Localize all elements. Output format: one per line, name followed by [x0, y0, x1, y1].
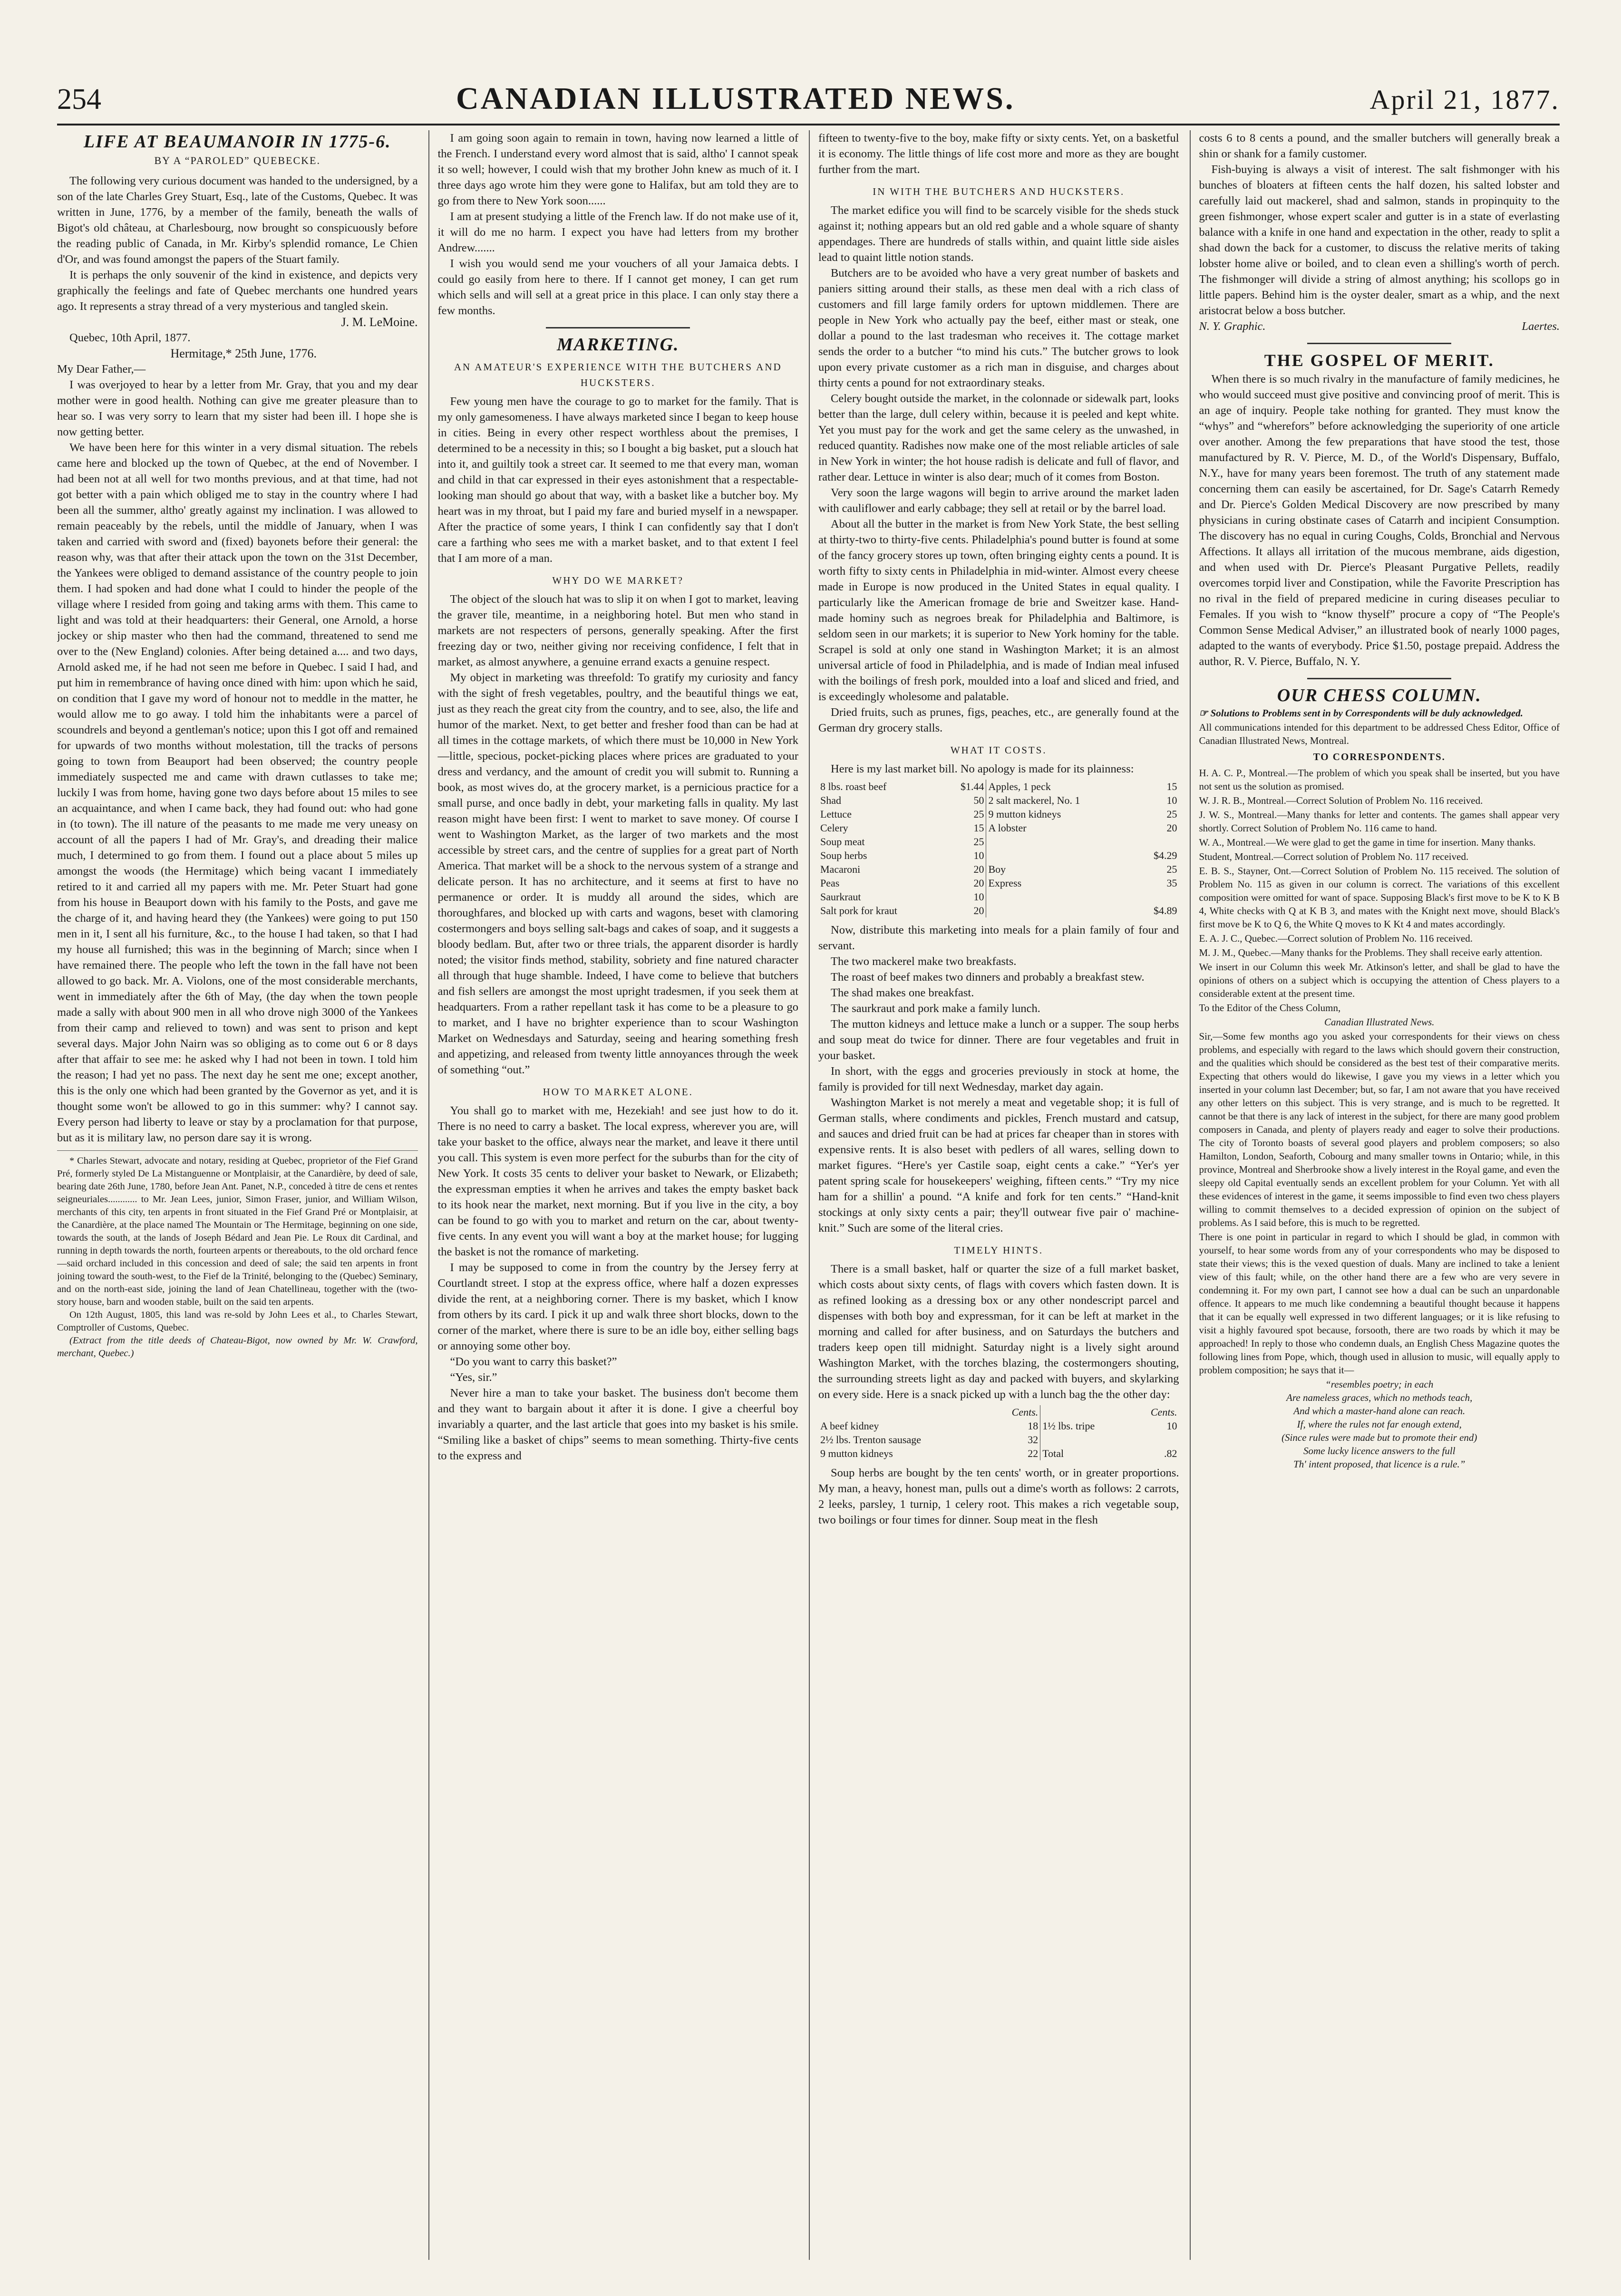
- bill-item: Total: [1040, 1447, 1137, 1460]
- bill-amount: $4.89: [1154, 905, 1177, 916]
- bill-amount: .82: [1164, 1447, 1177, 1459]
- bill-row: [818, 793, 1179, 807]
- paragraph: Dried fruits, such as prunes, figs, peaches, etc., are generally found at the German dry grocery stalls.: [818, 706, 1179, 734]
- paragraph: The roast of beef makes two dinners and probably a breakfast stew.: [831, 971, 1145, 984]
- poem-line: (Since rules were made but to promote their end): [1281, 1432, 1477, 1443]
- bill-row: [818, 904, 1179, 917]
- paragraph: The shad makes one breakfast.: [831, 986, 974, 999]
- letter-heading: Hermitage,* 25th June, 1776.: [170, 347, 317, 360]
- footnote: [57, 1150, 418, 1360]
- bill-item: Lettuce: [820, 808, 852, 820]
- paragraph: When there is so much rivalry in the manufacture of family medicines, he who would succeed must give positive and convincing proof of merit. This is an age of inquiry. People take nothing for granted. They must know the “whys” and “wherefors” before acknowledging the superiority of one article over another. Among the few preparations that have stood the test, those manufactured by R. V. Pierce, M. D., of the World's Dispensary, Buffalo, N.Y., have for many years been foremost. The truth of any statement made concerning them can easily be ascertained, for Dr. Sage's Catarrh Remedy and Dr. Pierce's Golden Medical Discovery are now prescribed by many physicians in curing obstinate cases of Catarrh and incipient Consumption. The discovery has no equal in curing Coughs, Colds, Bronchial and Nervous Affections. It allays all irritation of the mucous membrane, aids digestion, and when used with Dr. Pierce's Pleasant Purgative Pellets, readily overcomes torpid liver and Constipation, while the Favorite Prescription has no rival in the field of prepared medicine in curing diseases peculiar to Females. If you wish to “know thyself” procure a copy of “The People's Common Sense Medical Adviser,” an illustrated book of nearly 1000 pages, adapted to the wants of everybody. Price $1.50, postage prepaid. Address the author, R. V. Pierce, Buffalo, N. Y.: [1199, 373, 1560, 668]
- bill-item: Saurkraut: [820, 891, 861, 903]
- article-title: LIFE AT BEAUMANOIR IN 1775-6.: [83, 132, 391, 152]
- divider: [1307, 343, 1451, 344]
- newspaper-page: [57, 81, 1560, 2277]
- paragraph: In short, with the eggs and groceries previously in stock at home, the family is provided for till next Wednesday, market day again.: [818, 1065, 1179, 1093]
- signature: J. M. LeMoine.: [341, 315, 418, 329]
- paragraph: Fish-buying is always a visit of interest. The salt fishmonger with his bunches of bloaters at fifteen cents the half dozen, his salted lobster and carefully laid out mackerel, shad and salmon, stands in propinquity to the green fishmonger, whose expert scaler and gutter is in a state of everlasting balance with a knife in one hand and expectation in the other, ready to split a shad down the back for a customer, to discuss the relative merits of taking lobster home alive or boiled, and to clean even a shilling's worth of perch. The fishmonger will divide a string of almost anything; his scollops go in little papers. Behind him is the oyster dealer, smart as a whip, and the next aristocrat below a boss butcher.: [1199, 163, 1560, 317]
- bill-amount: 10: [1166, 1420, 1177, 1432]
- poem-line: And which a master-hand alone can reach.: [1293, 1405, 1466, 1417]
- bill-amount: 10: [1166, 794, 1177, 806]
- bill-item: Soup herbs: [820, 849, 867, 861]
- bill-amount: 25: [973, 808, 984, 820]
- footnote-paragraph: On 12th August, 1805, this land was re-sold by John Lees et al., to Charles Stewart, Comptroller of Customs, Quebec.: [57, 1310, 418, 1333]
- article-subtitle: AN AMATEUR'S EXPERIENCE WITH THE BUTCHERS AND HUCKSTERS.: [454, 361, 782, 388]
- paragraph: I wish you would send me your vouchers of all your Jamaica debts. I could go easily from here to there. If I cannot get money, I can get rum which sells and will sell at a great price in this place. I can only stay there a few months.: [437, 257, 798, 317]
- bill-amount: 20: [1166, 822, 1177, 834]
- divider: [1307, 678, 1451, 679]
- bill-item: 1½ lbs. tripe: [1040, 1419, 1137, 1433]
- bill-row: [818, 807, 1179, 821]
- masthead: [57, 81, 1560, 125]
- bill-item: A lobster: [986, 821, 1147, 835]
- bill-amount: 20: [973, 905, 984, 916]
- paragraph: The saurkraut and pork make a family lunch.: [831, 1002, 1040, 1015]
- bill-item: Macaroni: [820, 863, 861, 875]
- column-2: [428, 130, 799, 2260]
- source: N. Y. Graphic.: [1199, 320, 1266, 333]
- bill-item: [986, 835, 1147, 849]
- bill-item: Salt pork for kraut: [820, 905, 897, 916]
- bill-amount: $4.29: [1154, 849, 1177, 861]
- issue-date: April 21, 1877.: [1369, 84, 1560, 115]
- bill-amount: 15: [1166, 781, 1177, 792]
- bill-item: [986, 890, 1147, 904]
- paragraph: Washington Market is not merely a meat and vegetable shop; it is full of German stalls, where condiments and pickles, French mustard and catsup, and sauces and dried fruit can be had at prices far cheaper than in stores with expensive rents. It is also beset with pedlers of all wares, selling down to market figures. “Here's yer Castile soap, eight cents a cake.” “Yer's yer patent spring scale for housekeepers' weighing, fifteen cents.” “Try my nice ham for a shillin' a pound. “A knife and fork for ten cents.” “Hand-knit stockings at only sixty cents a pair; they'll outwear five pair o' machine-knit.” Such are some of the literal cries.: [818, 1096, 1179, 1235]
- bill-item: Shad: [820, 794, 841, 806]
- correspondent-note: E. B. S., Stayner, Ont.—Correct Solution of Problem No. 115 received. The solution of Problem No. 115 as given in our column is correct. The variations of this excellent composition were omitted for want of space. Supposing Black's first move to be K to K B 4, White checks with Q at K B 3, and mates with the Knight next move, should Black's first move be K to Q 6, the White Q moves to K Kt 4 and mates accordingly.: [1199, 865, 1560, 930]
- cents-header: Cents.: [1011, 1406, 1039, 1418]
- chess-notice: ☞ Solutions to Problems sent in by Correspondents will be duly acknowledged.: [1199, 707, 1524, 719]
- paragraph: I was overjoyed to hear by a letter from Mr. Gray, that you and my dear mother were in good health. Nothing can give me greater pleasure than to hear so. I was very sorry to learn that my sister had been ill. I hope she is now getting better.: [57, 378, 418, 438]
- paragraph: I may be supposed to come in from the country by the Jersey ferry at Courtlandt street. I stop at the express office, where half a dozen expresses divide the rent, at a neighboring corner. There is my basket, which I know from others by its card. I pick it up and walk three short blocks, down to the corner of the market, where there is sure to be an idle boy, either selling bags or annoying some other boy.: [437, 1261, 798, 1352]
- page-number: 254: [57, 83, 101, 116]
- article-title: MARKETING.: [556, 335, 679, 355]
- article-title: OUR CHESS COLUMN.: [1277, 685, 1482, 705]
- paragraph: The following very curious document was handed to the undersigned, by a son of the late Charles Grey Stuart, Esq., late of the Customs, Quebec. It was written in June, 1776, by a member of the family, beneath the walls of Bigot's old château, at Charlesbourg, now brought so conspicuously before the reading public of Canada, in Mr. Kirby's splendid romance, Le Chien d'Or, and was found amongst the papers of the Stuart family.: [57, 174, 418, 266]
- bill-amount: $1.44: [960, 781, 984, 792]
- correspondent-note: We insert in our Column this week Mr. Atkinson's letter, and shall be glad to have the opinions of others on a subject which is occupying the attention of Chess players to a considerable extent at the present time.: [1199, 961, 1560, 999]
- byline: BY A “PAROLED” QUEBECKE.: [154, 154, 320, 166]
- paragraph: You shall go to market with me, Hezekiah! and see just how to do it. There is no need to carry a basket. The local express, wherever you are, will take your basket to the office, always near the market, and leave it there until you call. This system is even more perfect for the suburbs than for the city of New York. It costs 35 cents to deliver your basket to Newark, or Elizabeth; the expressman empties it when he arrives and takes the empty basket back to its hook near the market, next morning. But if you live in the city, a boy can be found to go with you to market and return on the car, about twenty-five cents. In any event you will want a boy at the market house; for lugging the basket is not the romance of marketing.: [437, 1104, 798, 1258]
- source-line: [1199, 318, 1560, 334]
- paragraph: We have been here for this winter in a very dismal situation. The rebels came here and blocked up the town of Quebec, at the end of November. I had been not at all well for two months previous, and at that time, had not got better with a pain which obliged me to stay in the country where I had been all the summer, altho' greatly against my inclination. I was allowed to remain peaceably by the rebels, until the middle of January, when I was taken and carried with sword and (fixed) bayonets before their general: the reason why, was that after their attack upon the town on the 31st December, the Yankees were obliged to demand assistance of the country people to join them. I had spoken and had done what I could to hinder the people of the village where I resided from going and taking arms with them. This came to light and was told at their headquarters: their General, one Arnold, a horse jockey or ship master who then had the command, threatened to send me over to the (New England) colonies. After being detained a.... and two days, Arnold asked me, if he had not seen me before in Quebec. I said I had, and put him in remembrance of having once dined with him: upon which he said, on condition that I gave my word of honour not to meddle in the matter, he would allow me to go away. I told him the inhabitants were a parcel of scoundrels and beyond a gentleman's notice; upon this I got off and remained for upwards of two months without molestation, till the tracks of persons going to town from Beauport had been observed; the country people immediately suspected me and came with drawn cutlasses to take me; luckily I was from home, having gone two days before about 15 miles to see an acquaintance, and when I came back, they had found out: who had gone in (to town). The ill nature of the peasants to me made me very uneasy on account of all the papers I had of Mr. Gray's, and dreading their malice much, I determined to go from them. I found out a place about 5 miles up amongst the woods (the Hermitage) which being vacant I immediately retired to it and carried all my papers with me. Mr. Peter Stuart had gone from his house in Beauport down with his family to the Posts, and gave me the charge of it, and having heard they (the Yankees) were going to put 150 men in it, I sent all his furniture, &c., to the house I had taken, so that I had my house all furnished; this was in the beginning of March; since when I have remained there. The people who left the town in the fall have not been allowed to go back. Mr. A. Violons, one of the most considerable merchants, went in immediately after the 6th of May, (the day when the town people made a sally with about 900 men in all who drove nigh 3000 of the Yankees from their camp and relieved to town) and was sent to prison and kept several days. Major John Nairn was so obliging as to come out 6 or 8 days after that affair to see me: he asked why I had not been in town. I told him the reason; I had yet no pass. The next day he sent me one; except another, this is the only one which had been granted by the Governor as yet, and it is thought some won't be allowed to go in this summer: why? I cannot say. Every person had liberty to leave or stay by a proclamation for that purpose, but as it is military law, no person dare say it is wrong.: [57, 441, 418, 1144]
- bill-item: [1040, 1433, 1137, 1447]
- bill-item: 9 mutton kidneys: [820, 1447, 893, 1459]
- bill-amount: 15: [973, 822, 984, 834]
- correspondent-note: H. A. C. P., Montreal.—The problem of which you speak shall be inserted, but you have not sent us the solution as promised.: [1199, 767, 1560, 792]
- paragraph: Butchers are to be avoided who have a very great number of baskets and paniers sitting around their stalls, as these men deal with a rich class of customers and fill large family orders for uptown middlemen. There are people in New York who actually pay the beef, either mast or steak, one dollar a pound to the last tradesman who receives it. The cottage market sends the order to a butcher “to mind his cuts.” The butcher grows to look upon every private customer as a rich man in disguise, and charges about thirty cents a pound for not extraordinary steaks.: [818, 267, 1179, 389]
- correspondent-note: W. A., Montreal.—We were glad to get the game in time for insertion. Many thanks.: [1199, 837, 1536, 848]
- bill-amount: 32: [1028, 1434, 1039, 1446]
- divider: [546, 327, 690, 328]
- paragraph: The two mackerel make two breakfasts.: [831, 955, 1017, 968]
- author: Laertes.: [1522, 320, 1560, 333]
- poem-line: “resembles poetry; in each: [1325, 1379, 1434, 1390]
- cents-header: Cents.: [1150, 1406, 1177, 1418]
- bill-amount: 22: [1028, 1447, 1039, 1459]
- letter-paragraph: There is one point in particular in regard to which I should be glad, in common with yourself, to hear some words from any of your correspondents who may be disposed to state their views; this is the vexed question of duals. Many are inclined to take a lenient view of this fault; while, on the other hand there are a few who are very severe in condemning it. For my own part, I cannot see how a dual can be such an unpardonable offence. It appears to me much like condemning a beautiful thought because it happens that it can be equally well expressed in two different languages; or it is like refusing to visit a highly favoured spot because, forsooth, there are two roads by which it may be approached! In reply to those who condemn duals, an English Chess Magazine quotes the following lines from Pope, which, though used in allusion to music, will equally apply to problem composition; he says that it—: [1199, 1231, 1560, 1376]
- bill-item: [986, 904, 1147, 917]
- bill-row: [818, 849, 1179, 862]
- poem-line: Some lucky licence answers to the full: [1303, 1445, 1456, 1457]
- paragraph: Never hire a man to take your basket. The business don't become them and they want to bargain about it after it is done. I give a cheerful boy invariably a quarter, and the last article that goes into my basket is his smile. “Smiling like a basket of chips” seems to mean something. Thirty-five cents to the express and: [437, 1387, 798, 1462]
- correspondent-note: E. A. J. C., Quebec.—Correct solution of Problem No. 116 received.: [1199, 933, 1473, 944]
- article-title: THE GOSPEL OF MERIT.: [1264, 351, 1495, 370]
- bill-item: 9 mutton kidneys: [986, 807, 1147, 821]
- paragraph: Celery bought outside the market, in the colonnade or sidewalk part, looks better than the large, dull celery within, because it is peeled and kept white. Yet you must pay for the work and get the same celery as the unwashed, in reduced quantity. Radishes now make one of the most reliable articles of sale in New York in winter; the hot house radish is delicate and full of flavor, and rather dear. Lettuce in winter is also dear; much of it comes from Boston.: [818, 392, 1179, 483]
- paragraph: Here is my last market bill. No apology is made for its plainness:: [831, 762, 1134, 775]
- bill-row: [818, 780, 1179, 793]
- bill-amount: 50: [973, 794, 984, 806]
- place-date: Quebec, 10th April, 1877.: [69, 331, 191, 344]
- bill-row: [818, 876, 1179, 890]
- bill-item: 8 lbs. roast beef: [820, 781, 887, 792]
- paragraph: My object in marketing was threefold: To gratify my curiosity and fancy with the sight of fresh vegetables, poultry, and the beautiful things we eat, just as they reach the great city from the country, and to see, also, the life and humor of the market. Next, to get better and fresher food than can be had at all times in the cottage markets, of which there must be 10,000 in New York—little, specious, pocket-picking places where prices are graduated to your dress and verdancy, and the amount of credit you will submit to. Running a book, as most wives do, at the grocery market, is a pernicious practice for a small purse, and once badly in debt, your marketing falls in quality. My last reason might have been first: I went to market to save money. Of course I went to Washington Market, as the larger of two markets and the most accessible by street cars, and the centre of supplies for a great part of North America. That market will be a shock to the nervous system of a strange and delicate person. It has no architecture, and it seems at first to have no permanence or order. It is muddy all around the sides, which are thoroughfares, and blocked up with carts and wagons, beset with clamoring costermongers and boys selling salt-bags and cakes of soap, and it suggests a bloody bedlam. But, after two or three trials, the apparent disorder is hardly noted; the visitor finds method, stability, sobriety and fine natured character all through that huge shamble. Indeed, I have come to believe that butchers and fish sellers are amongst the most upright tradesmen, if you seek them at headquarters. From a rather repellant task it has come to be a pleasure to go to market, and I have no brighter experience than to scour Washington Market on Wednesdays and Saturday, seeing and hearing something fresh and appetizing, and released from twenty little annoyances through the week of something “out.”: [437, 671, 798, 1076]
- section-heading: IN WITH THE BUTCHERS AND HUCKSTERS.: [873, 186, 1125, 197]
- paragraph: There is a small basket, half or quarter the size of a full market basket, which costs about sixty cents, of flags with covers which fasten down. It is as refined looking as a dressing box or any other nondescript parcel and dispenses with both boy and expressman, for it can be left at market in the morning and called for after business, and on Saturdays the butchers and traders keep open till midnight. Saturday night is a lively sight around Washington Market, with the torches blazing, the costermongers shouting, the surrounding streets light as day and packed with buyers, and skylarking on every side. Here is a snack picked up with a lunch bag the the other day:: [818, 1263, 1179, 1401]
- bill-item: Boy: [986, 862, 1147, 876]
- section-heading: WHY DO WE MARKET?: [552, 575, 684, 586]
- chess-column: [1199, 706, 1560, 1471]
- poem: [1199, 1378, 1560, 1471]
- paragraph: “Yes, sir.”: [450, 1371, 497, 1384]
- bill-row: [818, 1447, 1179, 1460]
- section-heading: WHAT IT COSTS.: [950, 744, 1047, 756]
- paragraph: Soup herbs are bought by the ten cents' worth, or in greater proportions. My man, a heavy, honest man, pulls out a dime's worth as follows: 2 carrots, 2 leeks, parsley, 1 turnip, 1 celery root. This makes a rich vegetable soup, two boilings or four times for dinner. Soup meat in the flesh: [818, 1466, 1179, 1526]
- bill-amount: 25: [973, 836, 984, 848]
- bill-item: A beef kidney: [820, 1420, 879, 1432]
- paragraph: costs 6 to 8 cents a pound, and the smaller butchers will generally break a shin or shank for a family customer.: [1199, 132, 1560, 160]
- paragraph: “Do you want to carry this basket?”: [450, 1355, 617, 1368]
- poem-line: Th' intent proposed, that licence is a rule.”: [1293, 1458, 1466, 1470]
- bill-amount: [1147, 890, 1179, 904]
- bill-row: [818, 1419, 1179, 1433]
- bill-item: 2 salt mackerel, No. 1: [986, 793, 1147, 807]
- section-heading: TIMELY HINTS.: [954, 1244, 1044, 1256]
- paragraph: The object of the slouch hat was to slip it on when I got to market, leaving the graver tile, meantime, in a neighboring hotel. But men who stand in markets are not respecters of persons, generally speaking. After the first freezing day or two, neither giving nor receiving confidence, I felt that in market, as almost anywhere, a genuine errand exacts a genuine respect.: [437, 593, 798, 668]
- bill-amount: 20: [973, 877, 984, 889]
- bill-amount: 35: [1166, 877, 1177, 889]
- chess-address: All communications intended for this department to be addressed Chess Editor, Office of Canadian Illustrated News, Montreal.: [1199, 722, 1560, 746]
- paragraph: The market edifice you will find to be scarcely visible for the sheds stuck against it; nothing appears but an old red gable and a whole square of shanty appendages. There are hundreds of stalls within, and quaint little side aisles lead to quaint little notion stands.: [818, 204, 1179, 264]
- correspondent-note: W. J. R. B., Montreal.—Correct Solution of Problem No. 116 received.: [1199, 795, 1483, 806]
- bill-item: Soup meat: [820, 836, 865, 848]
- section-heading: HOW TO MARKET ALONE.: [543, 1086, 693, 1098]
- snack-bill: [818, 1405, 1179, 1460]
- poem-line: If, where the rules not far enough extend,: [1297, 1418, 1462, 1430]
- bill-item: Apples, 1 peck: [986, 780, 1147, 793]
- column-1: [57, 130, 418, 2260]
- paper-name: Canadian Illustrated News.: [1324, 1016, 1435, 1028]
- columns: [57, 130, 1560, 2260]
- bill-amount: [1137, 1433, 1179, 1447]
- bill-amount: 10: [973, 891, 984, 903]
- paragraph: Now, distribute this marketing into meals for a plain family of four and servant.: [818, 924, 1179, 952]
- bill-item: Express: [986, 876, 1147, 890]
- column-3: [809, 130, 1179, 2260]
- footnote-paragraph: (Extract from the title deeds of Chateau-Bigot, now owned by Mr. W. Crawford, merchant, Quebec.): [57, 1335, 418, 1359]
- paragraph: The mutton kidneys and lettuce make a lunch or a supper. The soup herbs and soup meat do twice for dinner. There are four vegetables and fruit in your basket.: [818, 1018, 1179, 1062]
- letter-paragraph: Sir,—Some few months ago you asked your correspondents for their views on chess problems, and especially with regard to the laws which should govern their construction, and the qualities which should be considered as the best test of their comparative merits. Expecting that others would do likewise, I gave you my views in a letter which you inserted in your column last December; but, so far, I am not aware that you have received any other letters on this subject. This is very strange, and is much to be regretted. It cannot be that there is any lack of interest in the subject, for there are many good problem composers in Canada, and plenty of players ready and eager to solve their productions. The city of Toronto boasts of several good players and problem composers; so also Hamilton, London, Seaforth, Cobourg and many smaller towns in Ontario; while, in this province, Montreal and Sherbrooke show a lively interest in the Royal game, and even the sleepy old Capital eventually sends an excellent problem for your Column. Yet with all these evidences of interest in the game, it seems impossible to find even two chess players willing to commit themselves to a decided expression of opinion on the subject of problems. As I said before, this is much to be regretted.: [1199, 1031, 1560, 1228]
- bill-amount: 25: [1166, 808, 1177, 820]
- bill-row: [818, 821, 1179, 835]
- bill-item: 2½ lbs. Trenton sausage: [820, 1434, 922, 1446]
- paragraph: I am at present studying a little of the French law. If do not make use of it, it will do me no harm. I expect you have had letters from my brother Andrew.......: [437, 210, 798, 254]
- correspondent-note: J. W. S., Montreal.—Many thanks for letter and contents. The games shall appear very shortly. Correct Solution of Problem No. 116 came to hand.: [1199, 809, 1560, 834]
- bill-row: [818, 1433, 1179, 1447]
- bill-amount: 18: [1028, 1420, 1039, 1432]
- paragraph: fifteen to twenty-five to the boy, make fifty or sixty cents. Yet, on a basketful it is economy. The little things of life cost more and more as they are bought further from the mart.: [818, 132, 1179, 176]
- correspondent-note: M. J. M., Quebec.—Many thanks for the Problems. They shall receive early attention.: [1199, 947, 1543, 958]
- paragraph: I am going soon again to remain in town, having now learned a little of the French. I understand every word almost that is said, altho' I cannot speak it so well; however, I could wish that my brother John knew as much of it. I three days ago wrote him they were gone to Halifax, but am told they are to go from there to New York soon......: [437, 132, 798, 207]
- paragraph: About all the butter in the market is from New York State, the best selling at thirty-two to thirty-five cents. Philadelphia's pound butter is found at some of the fancy grocery stores up town, often bringing eighty cents a pound. It is worth fifty to sixty cents in Philadelphia in mid-winter. Almost every cheese made in Europe is now produced in the United States in equal quality. I particularly like the American fromage de brie and Sweitzer kase. Hand-made hominy such as negroes break for Philadelphia and Baltimore, is seldom seen in our markets; it is superior to New York hominy for the table. Scrapel is sold at only one stand in Washington Market; it is an almost universal article of food in Philadelphia, and is made of Indian meal infused with the boilings of fresh pork, moulded into a loaf and sliced and fried, and is exceedingly wholesome and palatable.: [818, 518, 1179, 703]
- bill-row: [818, 835, 1179, 849]
- section-heading: TO CORRESPONDENTS.: [1313, 751, 1446, 762]
- salutation: My Dear Father,—: [57, 363, 146, 376]
- bill-row: [818, 890, 1179, 904]
- paper-title: CANADIAN ILLUSTRATED NEWS.: [456, 81, 1015, 116]
- bill-amount: [1147, 835, 1179, 849]
- paragraph: Few young men have the courage to go to market for the family. That is my only gamesomeness. I have always marketed since I began to keep house in cities. Being in every other respect worthless about the premises, I determined to be a necessity in this; so I bought a big basket, put a slouch hat into it, and guiltily took a street car. It seemed to me that every man, woman and child in that car expressed in their eyes astonishment that a respectable-looking man should go about that way, with a basket like a butcher boy. My heart was in my throat, but I paid my fare and buried myself in a newspaper. After the practice of some years, I think I can confidently say that I don't care a farthing who sees me with a market basket, and to that extent I feel that I am more of a man.: [437, 395, 798, 565]
- bill-amount: 25: [1166, 863, 1177, 875]
- paragraph: It is perhaps the only souvenir of the kind in existence, and depicts very graphically the feelings and fate of Quebec merchants one hundred years ago. It represents a stray thread of a very mysterious and tangled skein.: [57, 269, 418, 313]
- paragraph: Very soon the large wagons will begin to arrive around the market laden with cauliflower and early cabbage; they sell at retail or by the barrel load.: [818, 486, 1179, 515]
- bill-item: Peas: [820, 877, 840, 889]
- bill-amount: 10: [973, 849, 984, 861]
- correspondent-note: Student, Montreal.—Correct solution of Problem No. 117 received.: [1199, 851, 1469, 862]
- poem-line: Are nameless graces, which no methods teach,: [1286, 1392, 1473, 1403]
- footnote-paragraph: * Charles Stewart, advocate and notary, residing at Quebec, proprietor of the Fief Grand Pré, formerly styled De La Mistanguenne or Montplaisir, at the Canardière, by deed of sale, bearing date 26th June, 1780, before Jean Ant. Panet, N.P., conceded à titre de cens et rentes seigneuriales............ to Mr. Jean Lees, junior, Simon Fraser, junior, and William Wilson, merchants of this city, ten arpents in front situated in the Fief Grand Pré or Montplaisir, at the Canardière, at the place named The Mountain or The Hermitage, beginning on one side, towards the south, at the lands of Joseph Bédard and Jean Pie. Le Roux dit Cardinal, and running in depth towards the north, fourteen arpents or thereabouts, to the old orchard fence—said orchard included in this concession and deed of sale; the said ten arpents in front joining toward the south-west, to the Fief de la Trinité, belonging to the (Quebec) Seminary, and on the north-east side, joining the land of Jean Chatellineau, together with the (two-story house, barn and wooden stable, built on the said ten arpents.: [57, 1156, 418, 1307]
- bill-item: [986, 849, 1147, 862]
- bill-amount: 20: [973, 863, 984, 875]
- bill-item: Celery: [820, 822, 848, 834]
- market-bill: [818, 780, 1179, 917]
- bill-row: [818, 862, 1179, 876]
- column-4: [1190, 130, 1560, 2260]
- letter-address: To the Editor of the Chess Column,: [1199, 1002, 1341, 1013]
